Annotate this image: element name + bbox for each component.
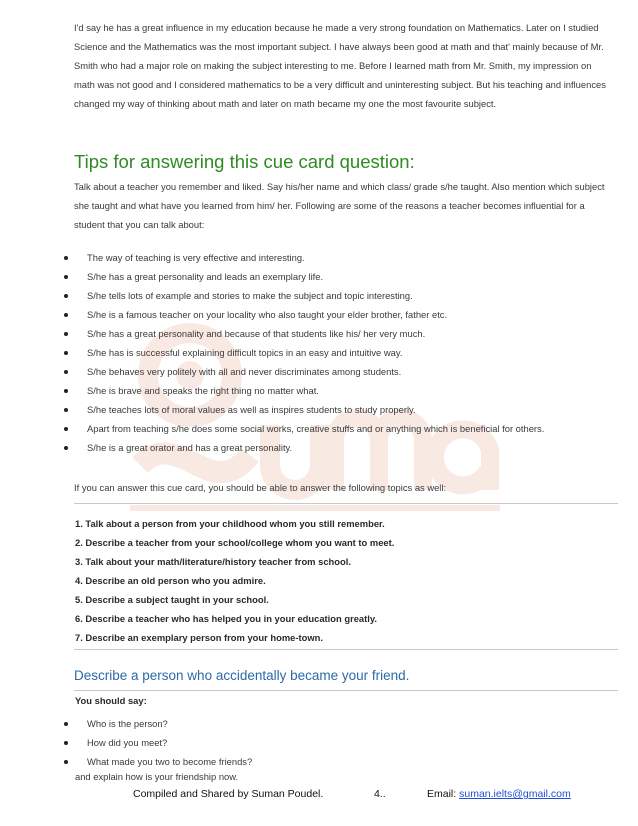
list-item: S/he has is successful explaining difficult topics in an easy and intuitive way. xyxy=(0,343,620,362)
list-item: How did you meet? xyxy=(0,733,620,752)
bullet-icon xyxy=(64,294,68,298)
bullet-icon xyxy=(64,256,68,260)
you-should-say-label: You should say: xyxy=(75,695,147,706)
list-item: 5. Describe a subject taught in your school. xyxy=(75,594,269,605)
page-number: 4.. xyxy=(374,788,386,800)
tips-heading: Tips for answering this cue card question: xyxy=(74,151,415,172)
next-cue-card-heading: Describe a person who accidentally became your friend. xyxy=(74,668,410,683)
bullet-icon xyxy=(64,332,68,336)
divider xyxy=(74,503,618,504)
footer-email xyxy=(427,788,571,800)
reasons-list xyxy=(0,248,620,457)
list-item: Who is the person? xyxy=(0,714,620,733)
say-points-list xyxy=(0,714,620,771)
list-item: S/he tells lots of example and stories to make the subject and topic interesting. xyxy=(0,286,620,305)
list-item: The way of teaching is very effective and interesting. xyxy=(0,248,620,267)
list-item: S/he teaches lots of moral values as well as inspires students to study properly. xyxy=(0,400,620,419)
topics-intro: If you can answer this cue card, you should be able to answer the following topics as well: xyxy=(74,482,447,493)
list-item: S/he is a famous teacher on your locality who also taught your elder brother, father etc. xyxy=(0,305,620,324)
list-item: 2. Describe a teacher from your school/college whom you want to meet. xyxy=(75,537,395,548)
list-item: 4. Describe an old person who you admire. xyxy=(75,575,266,586)
bullet-icon xyxy=(64,370,68,374)
list-item: 7. Describe an exemplary person from your home-town. xyxy=(75,632,323,643)
list-item: What made you two to become friends? xyxy=(0,752,620,771)
list-item: S/he has a great personality and because of that students like his/ her very much. xyxy=(0,324,620,343)
bullet-icon xyxy=(64,275,68,279)
email-label: Email: xyxy=(427,788,457,800)
related-topics-list xyxy=(75,514,394,647)
divider xyxy=(74,690,618,691)
bullet-icon xyxy=(64,760,68,764)
email-link[interactable]: suman.ielts@gmail.com xyxy=(459,788,571,800)
explain-line: and explain how is your friendship now. xyxy=(75,771,239,782)
list-item: 1. Talk about a person from your childhood whom you still remember. xyxy=(75,518,385,529)
bullet-icon xyxy=(64,389,68,393)
list-item: 6. Describe a teacher who has helped you in your education greatly. xyxy=(75,613,377,624)
bullet-icon xyxy=(64,408,68,412)
list-item: S/he is brave and speaks the right thing no matter what. xyxy=(0,381,620,400)
bullet-icon xyxy=(64,351,68,355)
list-item: S/he has a great personality and leads an exemplary life. xyxy=(0,267,620,286)
intro-paragraph: I'd say he has a great influence in my education because he made a very strong foundation on Mathematics. Later on I studied Science and the Mathematics was the most important subject. I have always been good at math and that' mainly because of Mr. Smith who had a major role on making the subject interesting to me. Before I learned math from Mr. Smith, my impression on math was not good and I considered mathematics to be a very difficult and uninteresting subject. But his teaching and influences changed my way of thinking about math and later on math became my one the most favourite subject. xyxy=(74,22,606,109)
tips-paragraph: Talk about a teacher you remember and liked. Say his/her name and which class/ grade s/he taught. Also mention which subject she taught and what have you learned from him/ her. Following are some of the reasons a teacher becomes influential for a student that you can talk about: xyxy=(74,181,605,230)
bullet-icon xyxy=(64,722,68,726)
footer-credit: Compiled and Shared by Suman Poudel. xyxy=(133,788,324,800)
list-item: S/he is a great orator and has a great personality. xyxy=(0,438,620,457)
bullet-icon xyxy=(64,741,68,745)
list-item: Apart from teaching s/he does some social works, creative stuffs and or anything which is beneficial for others. xyxy=(0,419,620,438)
bullet-icon xyxy=(64,427,68,431)
list-item: 3. Talk about your math/literature/history teacher from school. xyxy=(75,556,351,567)
bullet-icon xyxy=(64,313,68,317)
divider xyxy=(74,649,618,650)
list-item: S/he behaves very politely with all and never discriminates among students. xyxy=(0,362,620,381)
bullet-icon xyxy=(64,446,68,450)
